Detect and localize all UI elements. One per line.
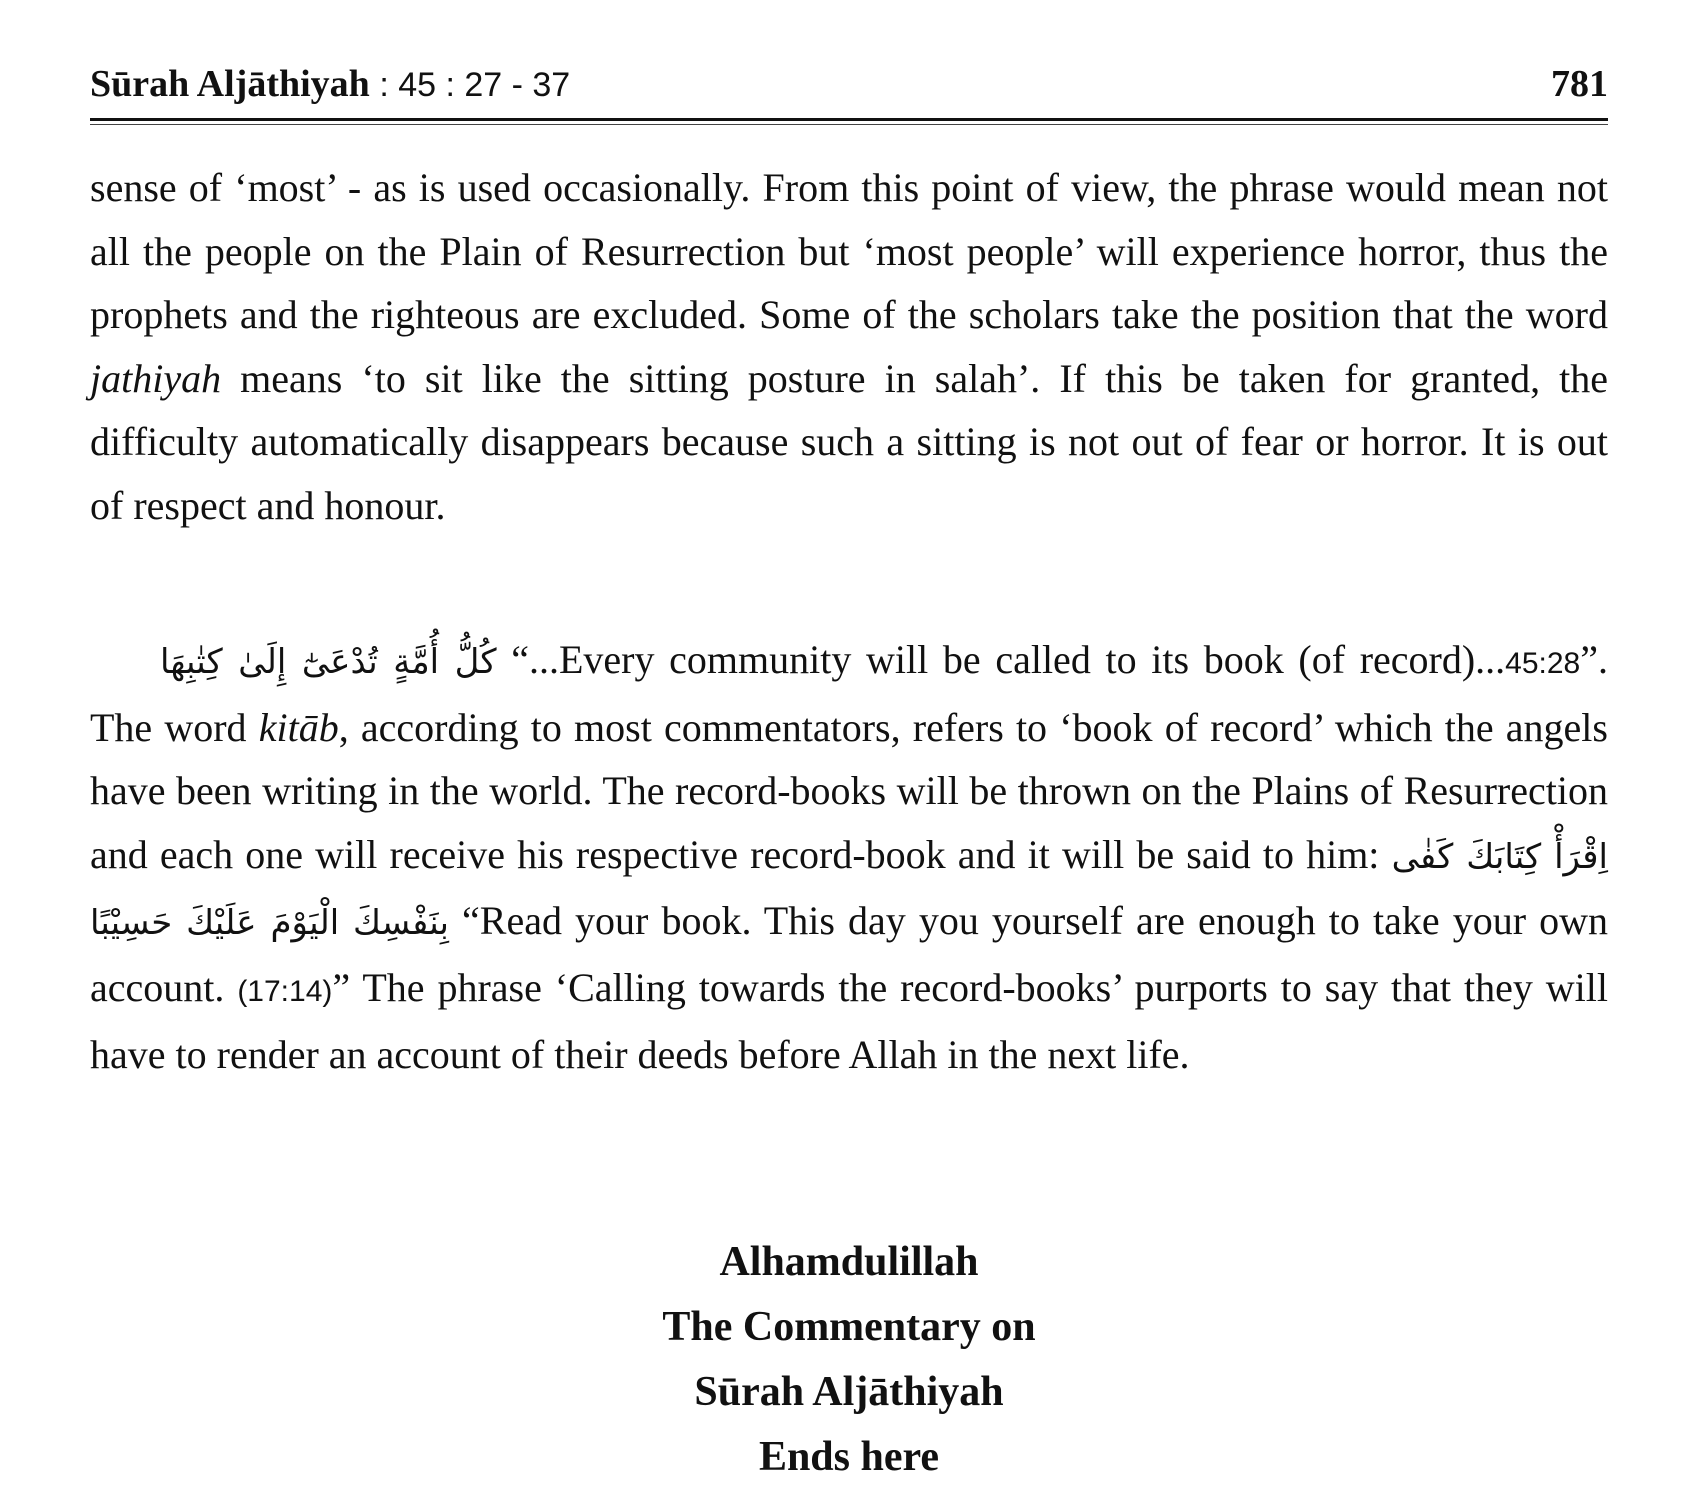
paragraph-2: [90, 628, 1608, 1087]
paragraph-2-text-e: ” The phrase ‘Calling towards the record-books’ purports to say that they will have to render an account of their deeds before Allah in the next life.: [90, 964, 1608, 1077]
surah-name: Sūrah Aljāthiyah: [90, 63, 370, 105]
paragraph-2-text-c: , according to most commentators, refers to ‘book of record’ which the angels have been writing in the world. The record-books will be thrown on the Plains of Resurrection and each one will receive his respective record-book and it will be said to him:: [90, 704, 1608, 877]
paragraph-1-text-b: means ‘to sit like the sitting posture in salah’. If this be taken for granted, the difficulty automatically disappears because such a sitting is not out of fear or horror. It is out of respect and honour.: [90, 355, 1608, 528]
header-rule: [90, 118, 1608, 121]
header-title: [90, 62, 570, 106]
page-number: 781: [1551, 63, 1608, 105]
closing-line-2: The Commentary on: [662, 1304, 1036, 1350]
paragraph-2-text-d: “Read your book. This day you yourself are enough to take your own account.: [90, 898, 1608, 1010]
running-header: [90, 58, 1608, 108]
verse-reference-17-14: (17:14): [237, 974, 333, 1008]
closing-line-4: Ends here: [758, 1434, 940, 1480]
verse-reference-45-28: 45:28: [1505, 647, 1581, 680]
paragraph-2-text-a: “...Every community will be called to its book (of record)...: [496, 637, 1506, 682]
paragraph-1-text-a: sense of ‘most’ - as is used occasionally. From this point of view, the phrase would mean not all the people on the Plain of Resurrection but ‘most people’ will experience horror, thus the prophets and the righteous are excluded. Some of the scholars take the position that the word: [90, 165, 1608, 337]
closing-statement: [90, 1230, 1608, 1490]
paragraph-1: [90, 156, 1608, 537]
arabic-verse-45-28: كُلُّ أُمَّةٍ تُدْعَىٰٓ إِلَىٰ كِتٰبِهَا: [160, 642, 497, 682]
italic-term-jathiyah: jathiyah: [90, 355, 222, 401]
italic-term-kitab: kitāb: [258, 704, 339, 750]
header-rule-thin: [90, 124, 1608, 125]
closing-line-3: Sūrah Aljāthiyah: [694, 1369, 1004, 1415]
closing-line-1: Alhamdulillah: [719, 1239, 979, 1285]
arabic-verse-17-14: اِقْرَأْ كِتَابَكَ كَفٰى بِنَفْسِكَ الْيَوْمَ عَلَيْكَ حَسِيْبًا: [90, 836, 1608, 943]
paragraph-2-text-b: ”. The word: [90, 637, 1609, 750]
verse-range: : 45 : 27 - 37: [379, 66, 571, 104]
